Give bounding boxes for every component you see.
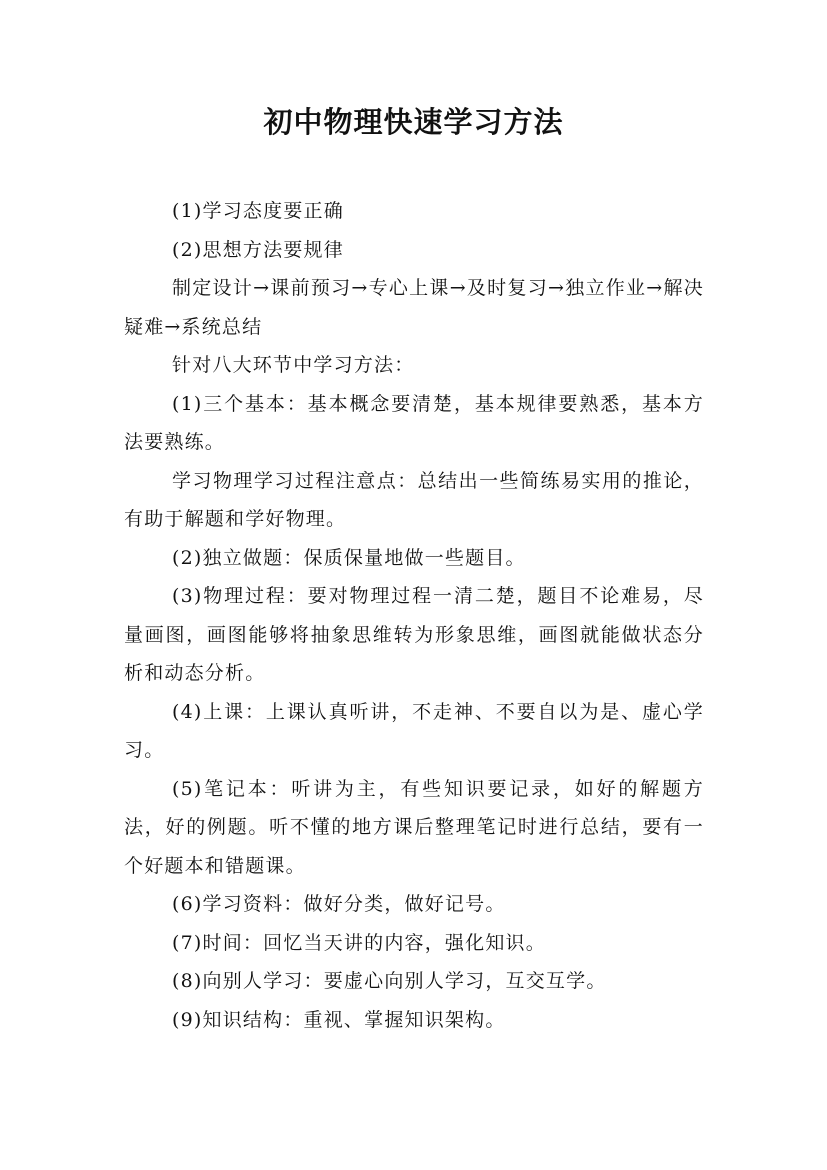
document-title: 初中物理快速学习方法	[263, 105, 564, 139]
document-body	[124, 192, 704, 1039]
paragraph-attitude: (1)学习态度要正确	[172, 200, 344, 222]
paragraph-three-basics: (1)三个基本：基本概念要清楚，基本规律要熟悉，基本方法要熟练。	[124, 392, 704, 453]
paragraph-independent-practice: (2)独立做题：保质保量地做一些题目。	[172, 546, 526, 569]
paragraph-process-chain: 制定设计→课前预习→专心上课→及时复习→独立作业→解决疑难→系统总结	[124, 277, 704, 338]
paragraph-key-points: 学习物理学习过程注意点：总结出一些简练易实用的推论，有助于解题和学好物理。	[124, 469, 704, 530]
paragraph-eight-steps: 针对八大环节中学习方法：	[172, 354, 415, 376]
paragraph-notebook: (5)笔记本：听讲为主，有些知识要记录，如好的解题方法，好的例题。听不懂的地方课后整理笔记时进行总结，要有一个好题本和错题课。	[124, 777, 704, 877]
paragraph-knowledge-structure: (9)知识结构：重视、掌握知识架构。	[172, 1008, 506, 1031]
paragraph-method: (2)思想方法要规律	[172, 238, 344, 261]
paragraph-class: (4)上课：上课认真听讲，不走神、不要自以为是、虚心学习。	[124, 700, 704, 761]
paragraph-time: (7)时间：回忆当天讲的内容，强化知识。	[172, 931, 546, 954]
paragraph-physical-process: (3)物理过程：要对物理过程一清二楚，题目不论难易，尽量画图，画图能够将抽象思维转为形象思维，画图就能做状态分析和动态分析。	[124, 585, 704, 684]
paragraph-learn-from-others: (8)向别人学习：要虚心向别人学习，互交互学。	[172, 970, 607, 992]
paragraph-materials: (6)学习资料：做好分类，做好记号。	[172, 893, 506, 915]
